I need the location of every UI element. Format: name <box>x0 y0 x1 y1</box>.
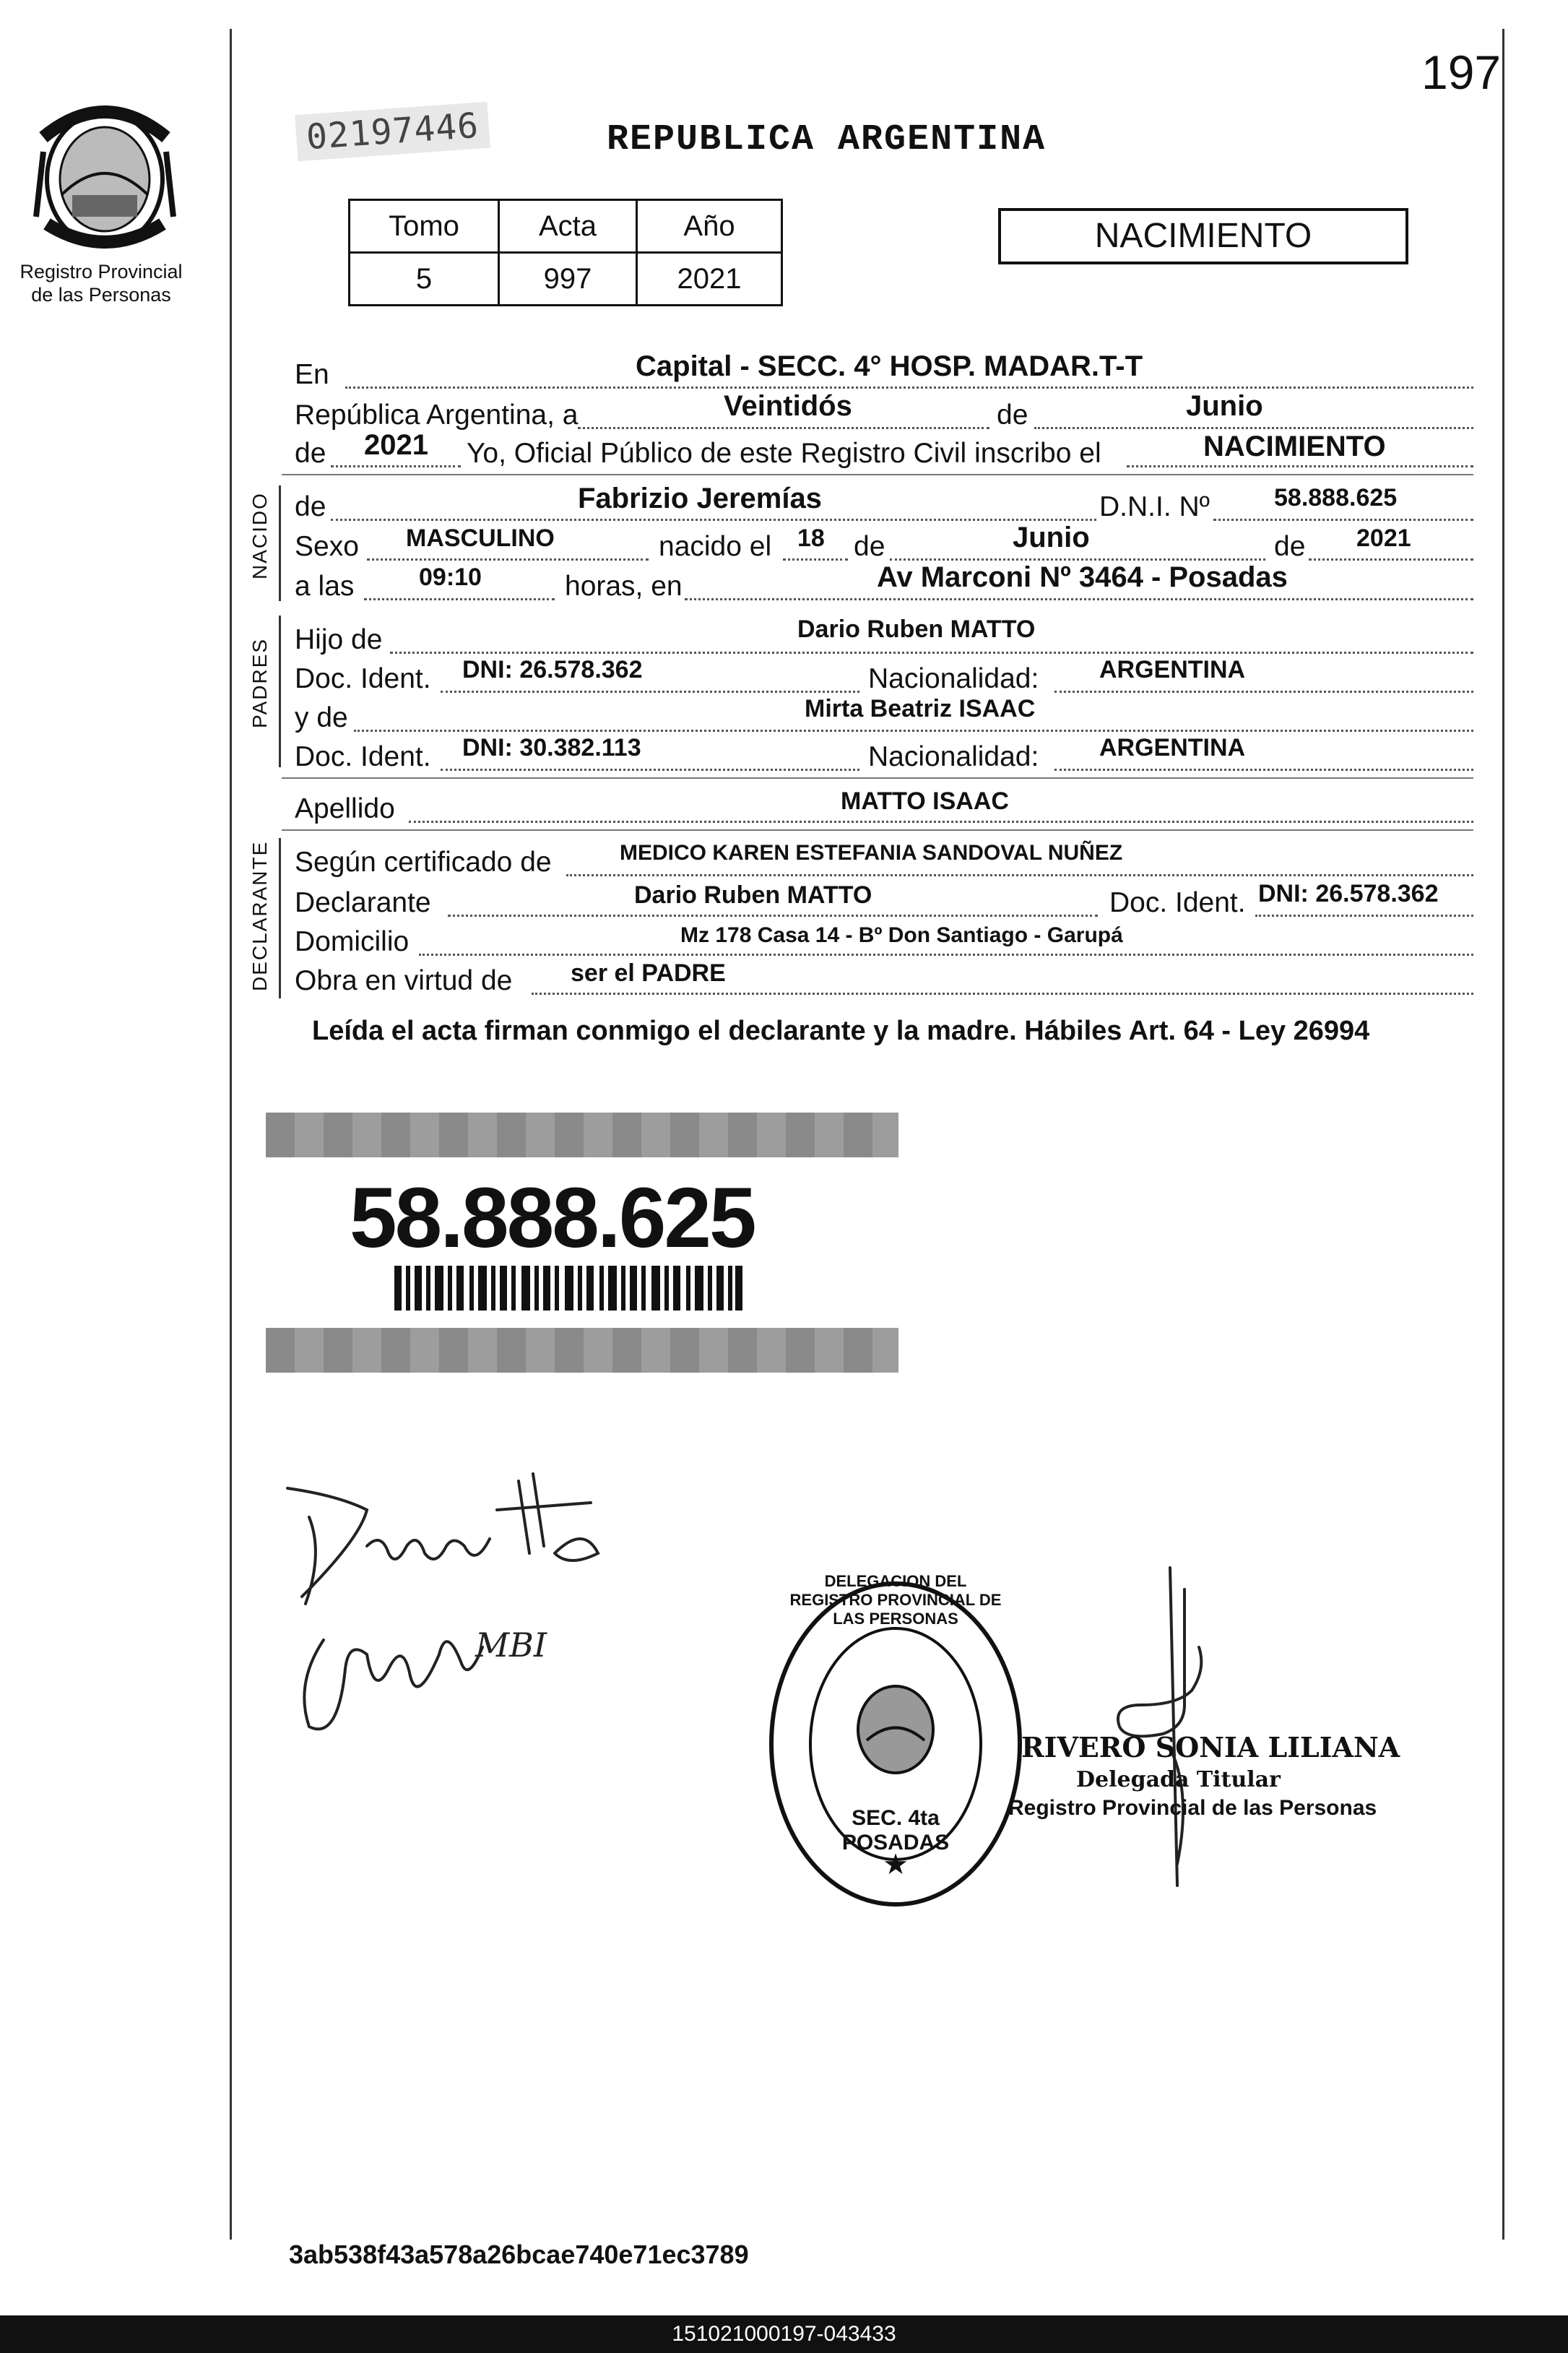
footer-code-bar: 151021000197-043433 <box>0 2315 1568 2353</box>
section-bracket-padres <box>279 616 281 767</box>
label-obra: Obra en virtud de <box>295 965 513 996</box>
seal-caption: Registro Provincial de las Personas <box>20 261 183 306</box>
label-de: de <box>295 438 326 469</box>
record-type-box: NACIMIENTO <box>998 208 1408 264</box>
label-yo: Yo, Oficial Público de este Registro Civil inscribo el <box>467 438 1101 469</box>
value-certificado: MEDICO KAREN ESTEFANIA SANDOVAL NUÑEZ <box>620 841 1123 865</box>
label-nacionalidad: Nacionalidad: <box>868 741 1039 772</box>
label-doc-ident: Doc. Ident. <box>1109 887 1246 918</box>
label-de: de <box>295 491 326 522</box>
label-domicilio: Domicilio <box>295 926 410 957</box>
label-hijo-de: Hijo de <box>295 624 383 655</box>
value-declarante-doc: DNI: 26.578.362 <box>1258 880 1439 907</box>
section-divider <box>282 474 1473 475</box>
record-table <box>348 199 783 306</box>
closing-note: Leída el acta firman conmigo el declarante y la madre. Hábiles Art. 64 - Ley 26994 <box>312 1016 1370 1046</box>
label-segun: Según certificado de <box>295 847 552 878</box>
bottom-security-band <box>266 1328 898 1373</box>
value-padre: Dario Ruben MATTO <box>797 616 1036 643</box>
stamp-inner-text: SEC. 4ta POSADAS <box>841 1806 950 1855</box>
value-padre-doc: DNI: 26.578.362 <box>462 656 643 683</box>
value-dni: 58.888.625 <box>1274 484 1398 511</box>
label-dni: D.N.I. Nº <box>1099 491 1210 522</box>
value-madre: Mirta Beatriz ISAAC <box>805 695 1036 722</box>
dots <box>1127 465 1473 467</box>
value-padre-nac: ARGENTINA <box>1099 656 1246 683</box>
top-security-band <box>266 1113 898 1157</box>
side-label-padres: PADRES <box>248 637 271 728</box>
dots <box>354 730 1473 732</box>
signature-initials: MBI <box>475 1625 547 1665</box>
document-hash: 3ab538f43a578a26bcae740e71ec3789 <box>289 2240 749 2269</box>
dots <box>1054 769 1473 771</box>
dots <box>345 387 1473 389</box>
left-margin-line <box>230 29 232 2240</box>
label-apellido: Apellido <box>295 793 395 824</box>
label-de: de <box>997 400 1028 431</box>
dots <box>1309 558 1473 561</box>
value-mes: Junio <box>1186 390 1263 422</box>
label-nacido: nacido el <box>659 531 772 562</box>
stamp-ring-text: DELEGACION DEL REGISTRO PROVINCIAL DE LAS PERSONAS <box>789 1572 1002 1628</box>
officer-name: RIVERO SONIA LILIANA <box>1021 1731 1400 1763</box>
label-republica: República Argentina, a <box>295 400 579 431</box>
header-tomo: Tomo <box>350 200 499 253</box>
dots <box>783 558 848 561</box>
value-obra: ser el PADRE <box>571 959 726 987</box>
value-acta: 997 <box>499 253 637 306</box>
section-bracket-nacido <box>279 485 281 601</box>
header-acta: Acta <box>499 200 637 253</box>
dots <box>566 874 1473 876</box>
value-nac-anio: 2021 <box>1356 524 1411 552</box>
section-divider <box>282 829 1473 831</box>
dots <box>419 954 1473 956</box>
officer-org: Registro Provincial de las Personas <box>1008 1796 1377 1820</box>
label-y-de: y de <box>295 702 348 733</box>
dots <box>685 598 1473 600</box>
dots <box>331 465 461 467</box>
value-lugar: Capital - SECC. 4° HOSP. MADAR.T-T <box>636 350 1143 382</box>
svg-text:★: ★ <box>883 1849 909 1881</box>
right-margin-line <box>1502 29 1504 2240</box>
value-nac-dia: 18 <box>797 524 825 552</box>
dots <box>441 769 859 771</box>
document-title: REPUBLICA ARGENTINA <box>607 119 1047 160</box>
value-anio: 2021 <box>637 253 782 306</box>
label-en: En <box>295 359 329 390</box>
dots <box>532 993 1473 995</box>
value-nac-mes: Junio <box>1013 522 1090 553</box>
dots <box>448 915 1098 917</box>
side-label-nacido: NACIDO <box>248 492 271 579</box>
dots <box>578 427 989 429</box>
value-tomo: 5 <box>350 253 499 306</box>
label-a-las: a las <box>295 571 355 602</box>
dots <box>1054 691 1473 693</box>
value-lugar-nac: Av Marconi Nº 3464 - Posadas <box>877 561 1288 593</box>
label-de: de <box>854 531 885 562</box>
value-apellido: MATTO ISAAC <box>841 787 1009 815</box>
dots <box>367 558 649 561</box>
value-anio: 2021 <box>364 429 428 461</box>
dots <box>1255 915 1473 917</box>
label-de: de <box>1274 531 1306 562</box>
dots <box>331 519 1096 521</box>
label-horas-en: horas, en <box>565 571 683 602</box>
declarant-signature <box>280 1467 656 1756</box>
value-domicilio: Mz 178 Casa 14 - Bº Don Santiago - Garupá <box>680 923 1123 947</box>
province-seal-logo <box>29 94 181 260</box>
dni-large-number: 58.888.625 <box>350 1170 755 1266</box>
label-doc-ident: Doc. Ident. <box>295 741 431 772</box>
section-divider <box>282 777 1473 779</box>
label-nacionalidad: Nacionalidad: <box>868 663 1039 694</box>
dots <box>364 598 555 600</box>
officer-role: Delegada Titular <box>1076 1767 1281 1792</box>
value-madre-doc: DNI: 30.382.113 <box>462 734 641 761</box>
value-madre-nac: ARGENTINA <box>1099 734 1246 761</box>
dots <box>409 821 1473 823</box>
dni-barcode <box>394 1266 742 1311</box>
dots <box>1213 519 1473 521</box>
value-tipo: NACIMIENTO <box>1203 431 1386 462</box>
label-sexo: Sexo <box>295 531 359 562</box>
label-doc-ident: Doc. Ident. <box>295 663 431 694</box>
header-anio: Año <box>637 200 782 253</box>
page-number: 197 <box>1421 46 1502 99</box>
value-nombre: Fabrizio Jeremías <box>578 483 822 514</box>
dots <box>441 691 859 693</box>
value-declarante: Dario Ruben MATTO <box>634 881 872 909</box>
side-label-declarante: DECLARANTE <box>248 840 271 991</box>
dots <box>890 558 1265 561</box>
control-number: 02197446 <box>295 102 490 161</box>
dots <box>1034 427 1473 429</box>
dots <box>390 652 1473 654</box>
section-bracket-declarante <box>279 838 281 998</box>
value-dia-letras: Veintidós <box>724 390 852 422</box>
value-hora: 09:10 <box>419 564 482 591</box>
label-declarante: Declarante <box>295 887 431 918</box>
value-sexo: MASCULINO <box>406 524 555 552</box>
